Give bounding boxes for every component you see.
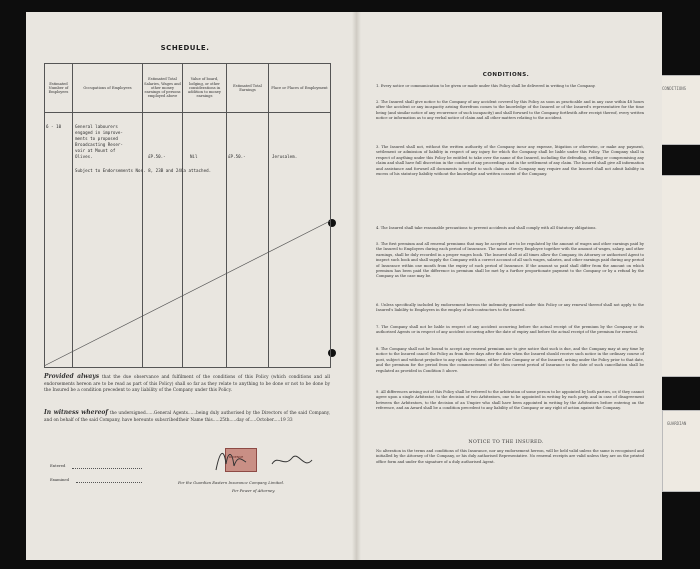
background-insert-top: CONDITIONS	[655, 75, 700, 145]
col-header-salaries: Estimated Total Salaries, Wages and other money earnings of persons employed above	[143, 64, 183, 113]
col-header-occupation: Occupations of Employees	[73, 64, 143, 113]
right-page	[356, 12, 662, 560]
schedule-title: SCHEDULE.	[160, 44, 210, 52]
witness-paragraph	[44, 410, 330, 424]
condition-9: 9. All differences arising out of this Policy shall be referred to the arbitration of some person to be appointed by both parties, or, if they cannot agree upon a single Arbitrator, to the decision of two Arbitrators, one to be appointed in writing by each party, and in case of disagreement between the Arbitrators, to the decision of an Umpire who shall have been appointed in writing by the Arbitrators before entering on the reference, and an Award shall be a condition precedent to any liability of the Company or any right of action against the Company.	[376, 390, 644, 411]
condition-2: 2. The Insured shall give notice to the Company of any accident covered by this Policy as soon as practicable and in any case within 48 hours after the accident or any incapacity arising therefrom comes to the knowledge of the Insured or of the Insured's representative for the time being (and similar notice of any recurrence of such incapacity) and shall forward to the Company forthwith after receipt thereof, every written notice or information as to any verbal notice of claim and all other matters relating to the accident.	[376, 100, 644, 121]
condition-5: 5. The first premium and all renewal premiums that may be accepted are to be regulated by the amount of wages and other earnings paid by the Insured to Employees during each period of Insurance. The name of every Employee together with the amount of wages, salary, and other earnings, shall be duly recorded in a proper wages book. The Insured shall at all times allow the Company, its Attorney or authorised Agent to inspect such book and shall supply the Company with a correct account of all such wages, salaries, and other earnings paid during any period of Insurance within one month from the expiry of such period of Insurance. If the amount so paid shall differ from the amount on which premium has been paid the difference in premium shall be met by a further proportionate payment to the Company or by a refund by the Company as the case may be.	[376, 242, 644, 279]
col-header-board: Value of board, lodging, or other considerations in addition to money earnings	[183, 64, 227, 113]
witness-text: the undersigned......General Agents......being duly authorised by the Directors of the said Company, and on behalf of the said Company, have hereunto subscribedtheir Name this.....25th.....day of.....October.....19 33	[44, 411, 331, 423]
examined-label: Examined	[50, 477, 70, 482]
occupation-line: Broadcasting Reser-	[75, 142, 123, 147]
col-header-place: Place or Places of Employment	[269, 64, 331, 113]
page-fold	[352, 12, 361, 560]
background-insert-middle	[660, 175, 700, 377]
proviso-paragraph	[44, 374, 330, 395]
cell-total: £P.50.-	[228, 154, 246, 159]
entered-line	[72, 468, 142, 469]
condition-3: 3. The Insured shall not, without the written authority of the Company incur any expense, litigation or otherwise, or make any payment, settlement or admission of liability in respect of any injury for which the Company shall be liable under this Policy. The Company shall in respect of anything under this Policy be entitled to take over the name of the Insured, including the defending, settling or compromising any claim and shall have full discretion in the conduct of any proceedings and in the settlement of any claim. The Insured shall give all information and assistance and forward all documents in regard to such claim as the Company may require and the Insured shall not admit liability in excess of his statutory liability without the knowledge and written consent of the Company.	[376, 145, 644, 177]
cell-number: 6 - 10	[46, 124, 62, 129]
col-header-number: Estimated Number of Employees	[45, 64, 73, 113]
condition-6: 6. Unless specifically included by endorsement hereon the indemnity granted under this Policy or any renewal thereof shall not apply to the Insured's liability to Employees in the employ of sub-contractors to the Insured.	[376, 303, 644, 313]
occupation-line: Olives.	[75, 154, 93, 159]
condition-7: 7. The Company shall not be liable in respect of any accident occurring before the actual receipt of the premium by the Company or its authorised Agents or in respect of any accident occurring after the date of expiry and before the actual receipt of the premium for renewal.	[376, 325, 644, 335]
handwritten-signature	[212, 440, 317, 478]
background-insert-lower: GUARDIAN	[662, 410, 700, 492]
cell-board: Nil	[190, 154, 198, 159]
conditions-title: CONDITIONS.	[482, 72, 530, 78]
condition-1: 1. Every notice or communication to be given or made under this Policy shall be delivered in writing to the Company.	[376, 84, 596, 88]
cell-place: Jerusalem.	[272, 154, 298, 159]
occupation-line: General labourers	[75, 124, 118, 129]
cell-occupation	[75, 124, 123, 160]
condition-4: 4. The Insured shall take reasonable precautions to prevent accidents and shall comply with all Statutory obligations.	[376, 226, 597, 230]
proviso-text: that the due observance and fulfilment of the conditions of this Policy (which conditions and all endorsements hereon are to be read as part of this Policy) shall so far as they relate to anything to be done or not to be done by the Insured be a condition precedent to any liability of the Company under this Policy.	[44, 375, 330, 394]
schedule-endorsement: Subject to Endorsements Nos. 8, 23B and 24Ca attached.	[75, 168, 212, 173]
condition-8: 8. The Company shall not be bound to accept any renewal premium nor to give notice that such is due, and the Company may at any time by notice to the Insured cancel the Policy as from three days after the date when the Insured should receive such notice in the ordinary course of post, subject and without prejudice to any rights or claims, either of the Company or of the Insured, arising under the Policy prior to that date, and the premium for the period from the commencement of the then current period of Insurance to the date of such cancellation shall be regulated as provided in Condition 5 above.	[376, 347, 644, 373]
attorney-line: Per Power of Attorney.	[232, 488, 276, 493]
notice-title: NOTICE TO THE INSURED.	[468, 440, 544, 445]
for-company-line: For the Guardian Eastern Insurance Company Limited.	[178, 480, 285, 485]
entered-label: Entered	[50, 463, 66, 468]
revenue-stamp-text: REVENUE	[229, 455, 244, 459]
occupation-line: voir at Mount of	[75, 148, 116, 153]
occupation-line: engaged in improve-	[75, 130, 123, 135]
proviso-lead: Provided always	[44, 373, 100, 380]
witness-lead: In witness whereof	[44, 409, 109, 416]
notice-text: No alteration in the terms and conditions of this Insurance, nor any endorsement hereon, will be held valid unless the same is recognised and initialled by the Attorney of the Company, or his duly authorised Representative. No renewal receipts are valid unless they are on the printed office form and under the signature of a duly authorised Agent.	[376, 449, 644, 464]
schedule-diagonal-strike	[44, 63, 330, 368]
occupation-line: ments to proposed	[75, 136, 118, 141]
cell-salaries: £P.50.-	[148, 154, 166, 159]
examined-line	[76, 482, 142, 483]
col-header-total: Estimated Total Earnings	[227, 64, 269, 113]
